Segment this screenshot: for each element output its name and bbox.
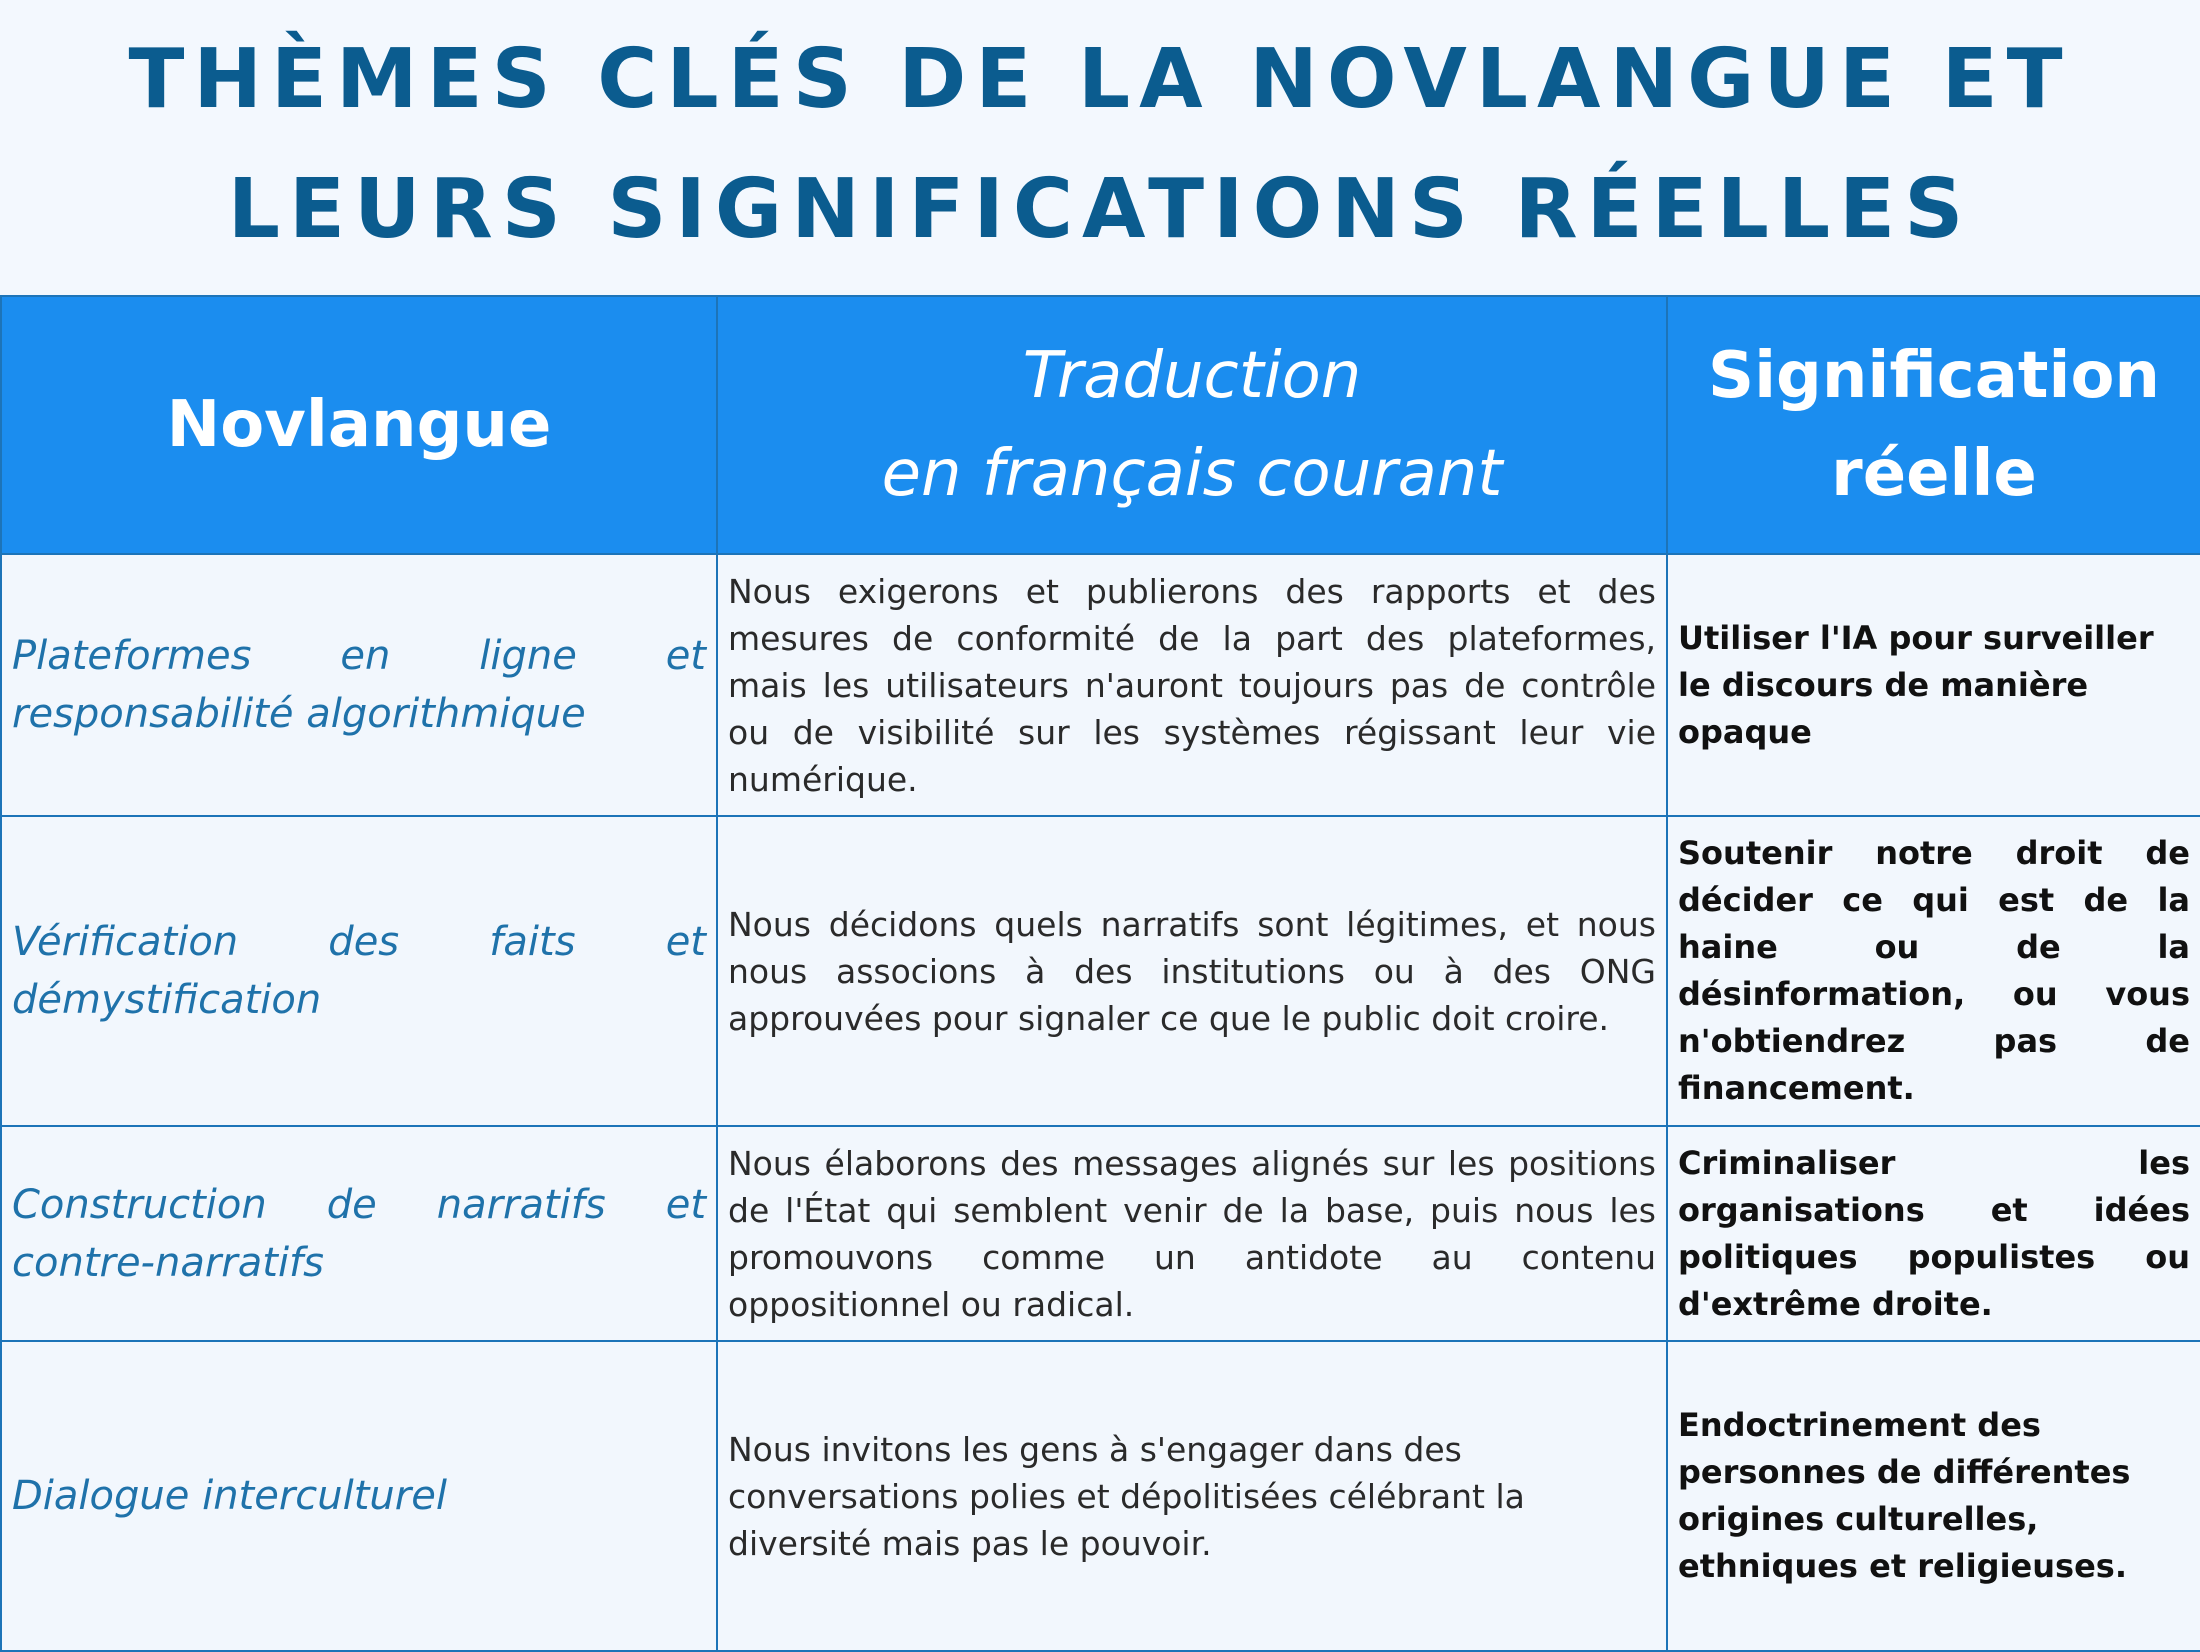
translation-text: Nous élaborons des messages alignés sur les positions de l'État qui semblent venir de la base, puis nous les promouvons comme un antidote au contenu oppositionnel ou radical. [728, 1143, 1656, 1324]
translation-text: Nous invitons les gens à s'engager dans des conversations polies et dépolitisées célébrant la diversité mais pas le pouvoir. [728, 1429, 1525, 1563]
newspeak-table [0, 295, 2200, 1652]
meaning-text: Endoctrinement des personnes de différentes origines culturelles, ethniques et religieuses. [1678, 1406, 2131, 1585]
term-text: Dialogue interculturel [12, 1473, 447, 1519]
header-signification-line2: réelle [1831, 437, 2037, 511]
header-traduction-line2: en français courant [881, 437, 1503, 511]
term-cell [1, 816, 717, 1126]
table-row [1, 554, 2200, 816]
term-text: Plateformes en ligne et responsabilité algorithmique [12, 633, 706, 737]
term-text: Vérification des faits et démystification [12, 919, 706, 1023]
term-text: Construction de narratifs et contre-narratifs [12, 1181, 706, 1286]
header-novlangue [1, 296, 717, 554]
header-traduction-line1: Traduction [1022, 339, 1362, 413]
meaning-cell [1667, 1341, 2200, 1651]
header-traduction [717, 296, 1667, 554]
meaning-text: Utiliser l'IA pour surveiller le discours de manière opaque [1678, 618, 2154, 751]
table-row [1, 816, 2200, 1126]
header-novlangue-label: Novlangue [166, 388, 552, 462]
table-row [1, 1126, 2200, 1341]
title-line-1: THÈMES CLÉS DE LA NOVLANGUE ET [128, 32, 2072, 127]
table-header-row [1, 296, 2200, 554]
header-signification-line1: Signification [1708, 339, 2160, 413]
meaning-text: Soutenir notre droit de décider ce qui est de la haine ou de la désinformation, ou vous n'obtiendrez pas de financement. [1678, 834, 2190, 1107]
translation-text: Nous exigerons et publierons des rapports et des mesures de conformité de la part des plateformes, mais les utilisateurs n'auront toujours pas de contrôle ou de visibilité sur les systèmes régissant leur vie numérique. [728, 571, 1656, 799]
translation-cell [717, 1126, 1667, 1341]
translation-cell [717, 554, 1667, 816]
page-title [0, 0, 2200, 290]
title-line-2: LEURS SIGNIFICATIONS RÉELLES [227, 162, 1973, 257]
meaning-cell [1667, 816, 2200, 1126]
meaning-cell [1667, 1126, 2200, 1341]
term-cell [1, 554, 717, 816]
term-cell [1, 1341, 717, 1651]
header-signification [1667, 296, 2200, 554]
term-cell [1, 1126, 717, 1341]
meaning-text: Criminaliser les organisations et idées politiques populistes ou d'extrême droite. [1678, 1143, 2190, 1323]
translation-text: Nous décidons quels narratifs sont légitimes, et nous nous associons à des institutions ou à des ONG approuvées pour signaler ce que le public doit croire. [728, 904, 1656, 1038]
translation-cell [717, 1341, 1667, 1651]
translation-cell [717, 816, 1667, 1126]
table-row [1, 1341, 2200, 1651]
meaning-cell [1667, 554, 2200, 816]
